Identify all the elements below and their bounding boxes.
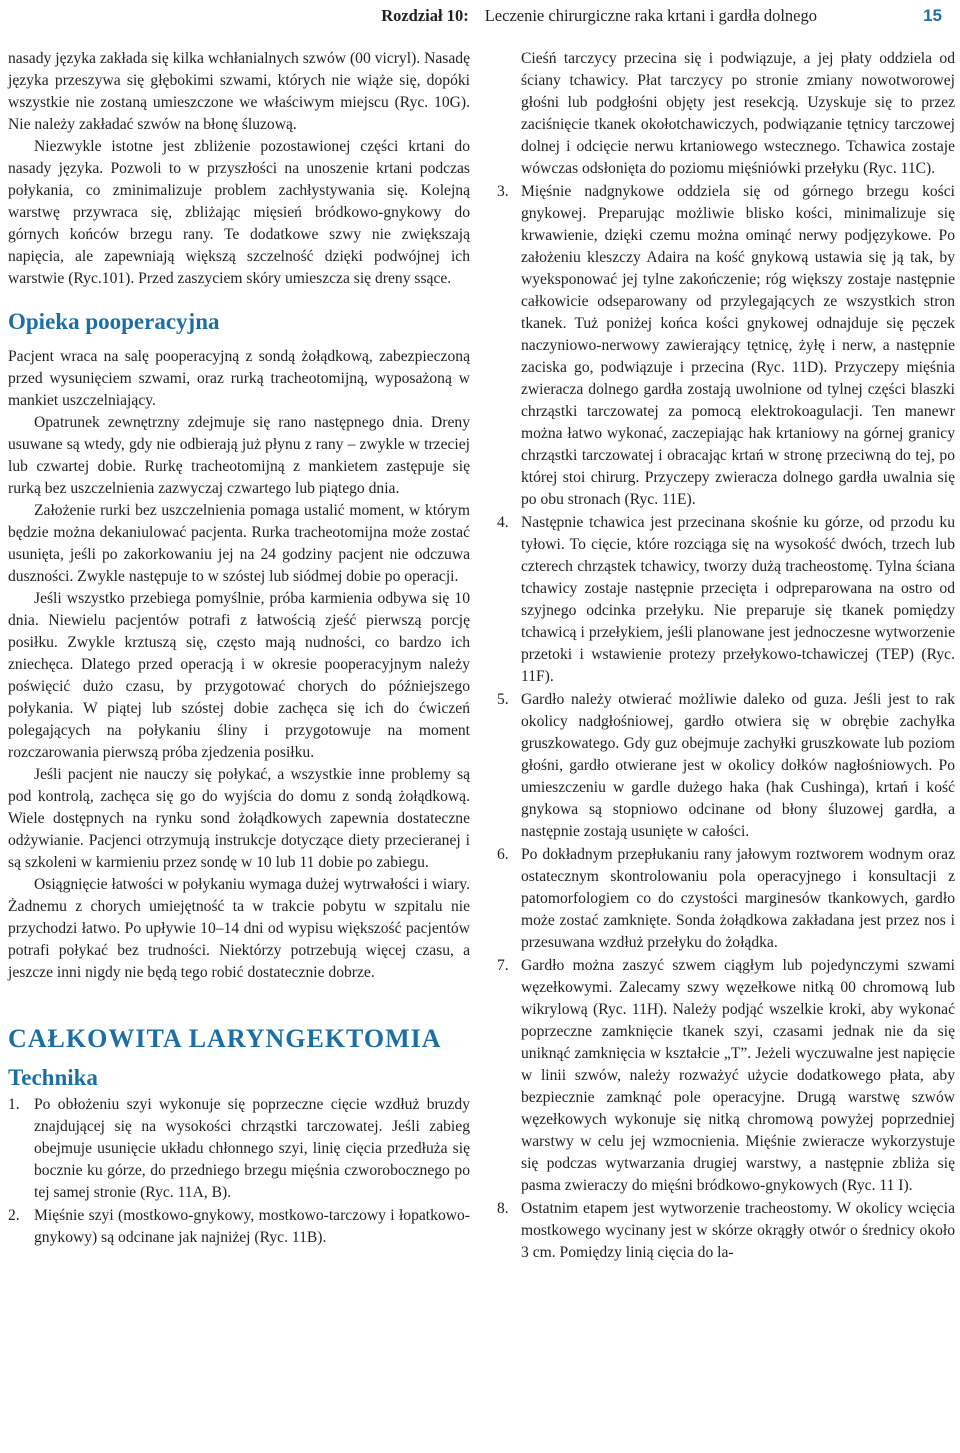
page-number: 15 bbox=[923, 6, 942, 25]
step-number: 8. bbox=[497, 1200, 509, 1217]
paragraph-postop-2: Opatrunek zewnętrzny zdejmuje się rano następnego dnia. Dreny usuwane są wtedy, gdy nie odbierają już płynu z rany – zwykle w trzeciej lub czwartej dobie. Rurkę tracheotomijną z mankietem zastępuje się rurką bez uszczelnienia zazwyczaj czwartego lub piątego dnia. bbox=[8, 414, 470, 497]
list-item bbox=[497, 844, 955, 954]
step-text: Gardło można zaszyć szwem ciągłym lub pojedynczymi szwami węzełkowymi. Zalecamy szwy węzełkowe nitką 00 chromową lub wikrylową (Ryc. 11H). Należy podjąć wszelkie kroki, aby wykonać poprzeczne zamknięcie tkanek szyi, czasami jednak nie da się uniknąć zamknięcia w kształcie „T”. Jeżeli wyczuwalne jest napięcie w linii szwów, należy rozważyć użycie dodatkowego płata, aby bezpiecznie zamknąć pole operacyjne. Drugą warstwę szwów węzełkowych wykonuje się nitką chromową powyżej poprzedniej warstwy w celu jej wzmocnienia. Mięśnie zwieracze wykorzystuje się podczas wytwarzania drugiej warstwy, a następnie zbliża się pasma zwieraczy do mięśni bródkowo-gnykowych (Ryc. 11 I). bbox=[521, 957, 955, 1194]
heading-technique: Technika bbox=[8, 1065, 98, 1090]
technique-steps-right bbox=[497, 48, 955, 1264]
step-text: Po dokładnym przepłukaniu rany jałowym roztworem wodnym oraz ostatecznym skontrolowaniu pola operacyjnego i konsultacji z patomorfologiem co do czystości marginesów tkankowych, gardło może zostać zamknięte. Sonda żołądkowa zakładana jest przez nos i przesuwana wzdłuż przełyku do żołądka. bbox=[521, 846, 955, 951]
list-item bbox=[497, 181, 955, 511]
paragraph-intro-2: Niezwykle istotne jest zbliżenie pozostawionej części krtani do nasady języka. Pozwoli to w przyszłości na unoszenie krtani podczas połykania, co zminimalizuje problem zachłystywania się. Kolejną warstwę przywraca się, zbliżając mięsień bródkowo-gnykowy do górnych końców brzegu rany. Te dodatkowe szwy nie zwiększają napięcia, ale zapewniają większą szczelność dzięki podwójnej ich warstwie (Ryc.101). Przed zaszyciem skóry umieszcza się dreny ssące. bbox=[8, 138, 470, 287]
paragraph-postop-4: Jeśli wszystko przebiega pomyślnie, próba karmienia odbywa się 10 dnia. Niewielu pacjentów potrafi z łatwością zjeść pierwszą porcję posiłku. Zwykle krztuszą się, często mają nudności, co bardzo ich zniechęca. Dlatego przed operacją i w okresie pooperacyjnym należy poświęcić dużo czasu, by przygotować chorych do późniejszego połykania. W piątej lub szóstej dobie zachęca się ich do ćwiczeń polegających na połykaniu śliny i przygotowuje na moment rozczarowania pierwszą próba zjedzenia posiłku. bbox=[8, 590, 470, 761]
heading-postoperative-care: Opieka pooperacyjna bbox=[8, 309, 220, 334]
list-item bbox=[497, 689, 955, 843]
list-item bbox=[8, 1094, 470, 1204]
chapter-heading bbox=[381, 5, 817, 27]
step-text: Ostatnim etapem jest wytworzenie tracheostomy. W okolicy wcięcia mostkowego wycinany jest w skórze okrągły otwór o średnicy około 3 cm. Pomiędzy linią cięcia do la- bbox=[521, 1200, 955, 1261]
chapter-label: Rozdział 10: bbox=[381, 6, 469, 25]
step-text: Mięśnie szyi (mostkowo-gnykowy, mostkowo-tarczowy i łopatkowo-gnykowy) są odcinane jak najniżej (Ryc. 11B). bbox=[34, 1207, 470, 1246]
running-header bbox=[0, 0, 960, 36]
step-number: 1. bbox=[8, 1096, 20, 1113]
step-number: 6. bbox=[497, 846, 509, 863]
step-number: 5. bbox=[497, 691, 509, 708]
step-text: Po obłożeniu szyi wykonuje się poprzeczne cięcie wzdłuż bruzdy znajdującej się na wysokości chrząstki tarczowatej. Jeśli zabieg obejmuje usunięcie układu chłonnego szyi, linię cięcia przedłuża się bocznie ku górze, do przedniego brzegu mięśnia czworobocznego po tej samej stronie (Ryc. 11A, B). bbox=[34, 1096, 470, 1201]
paragraph-postop-3: Założenie rurki bez uszczelnienia pomaga ustalić moment, w którym będzie można dekaniulować pacjenta. Rurka tracheotomijna może zostać usunięta, jeśli po zakorkowaniu jej na 24 godziny pacjent nie odczuwa duszności. Zwykle następuje to w szóstej lub siódmej dobie po operacji. bbox=[8, 502, 470, 585]
list-item bbox=[497, 512, 955, 688]
step-number: 4. bbox=[497, 514, 509, 531]
paragraph-postop-5: Jeśli pacjent nie nauczy się połykać, a wszystkie inne problemy są pod kontrolą, zachęca się go do wyjścia do domu z sondą żołądkową. Wiele dostępnych na rynku sond żołądkowych zapewnia dostateczne odżywianie. Pacjenci otrzymują instrukcje dotyczące diety przecieranej i są szkoleni w karmieniu przez sondę w 10 lub 11 dobie po zabiegu. bbox=[8, 766, 470, 871]
paragraph-intro-1: nasady języka zakłada się kilka wchłanialnych szwów (00 vicryl). Nasadę języka przeszywa się głębokimi szwami, których nie wiąże się, dopóki wszystkie nie zostaną umieszczone we właściwym miejscu (Ryc. 10G). Nie należy zakładać szwów na błonę śluzową. bbox=[8, 50, 470, 133]
heading-total-laryngectomy: CAŁKOWITA LARYNGEKTOMIA bbox=[8, 1024, 442, 1053]
chapter-title: Leczenie chirurgiczne raka krtani i gardła dolnego bbox=[484, 6, 817, 25]
paragraph-postop-6: Osiągnięcie łatwości w połykaniu wymaga dużej wytrwałości i wiary. Żadnemu z chorych umiejętność ta w trakcie pobytu w szpitalu nie przychodzi łatwo. Po upływie 10–14 dni od wypisu większość pacjentów potrafi połykać bez trudności. Niektórzy potrzebują więcej czasu, a jeszcze inni nigdy nie będą tego robić dostatecznie dobrze. bbox=[8, 876, 470, 981]
paragraph-postop-1: Pacjent wraca na salę pooperacyjną z sondą żołądkową, zabezpieczoną przed wysunięciem szwami, oraz rurką tracheotomijną, wyposażoną w mankiet uszczelniający. bbox=[8, 348, 470, 409]
step-text: Mięśnie nadgnykowe oddziela się od górnego brzegu kości gnykowej. Preparując możliwie blisko kości, minimalizuje się krwawienie, dzięki czemu można ominąć nerwy podjęzykowe. Po założeniu kleszczy Adaira na kość gnykową ustawia się ją tak, by wyeksponować jej tylne zakończenie; róg większy zostaje następnie całkowicie odseparowany od przylegających ze wszystkich stron tkanek. Tuż poniżej końca kości gnykowej odnajduje się pęczek naczyniowo-nerwowy zawierający tętnicę, żyłę i nerw, a następnie zaciska go, podwiązuje i przecina (Ryc. 11D). Przyczepy mięśnia zwieracza dolnego gardła zostają uwolnione od tylnej części blaszki chrząstki tarczowatej za pomocą elektrokoagulacji. Ten manewr można łatwo wykonać, zaczepiając hak krtaniowy na górnej granicy chrząstki tarczowatej i obracając krtań w stronę przeciwną do tej, po której stoi chirurg. Przyczepy zwieracza dolnego gardła uwalnia się po obu stronach (Ryc. 11E). bbox=[521, 183, 955, 508]
step-number: 2. bbox=[8, 1207, 20, 1224]
list-item-continued bbox=[497, 48, 955, 180]
step-number: 3. bbox=[497, 183, 509, 200]
list-item bbox=[8, 1205, 470, 1249]
list-item bbox=[497, 955, 955, 1197]
step-text: Gardło należy otwierać możliwie daleko od guza. Jeśli jest to rak okolicy nadgłośniowej, gardło otwiera się w obrębie zachyłka gruszkowatego. Gdy guz obejmuje zachyłki gruszkowate lub poziom głośni, gardło otwierane jest w okolicy dołków nagłośniowych. Po umieszczeniu w gardle dużego haka (hak Cushinga), krtań i kość gnykowa są stopniowo odcinane od błony śluzowej gardła, a następnie zostają usunięte w całości. bbox=[521, 691, 955, 840]
list-item bbox=[497, 1198, 955, 1264]
technique-steps-left bbox=[8, 1094, 470, 1249]
left-column bbox=[8, 48, 470, 1250]
right-column bbox=[497, 48, 955, 1265]
step-number: 7. bbox=[497, 957, 509, 974]
step-text: Cieśń tarczycy przecina się i podwiązuje, a jej płaty oddziela od ściany tchawicy. Płat tarczycy po stronie zmiany nowotworowej głośni lub podgłośni objęty jest resekcją. Uzyskuje się to przez zaciśnięcie tkanek okołotchawiczych, podwiązanie tętnicy tarczowej dolnej i odcięcie nerwu krtaniowego wstecznego. Tchawica zostaje wówczas odsłonięta do poziomu mięśniówki przełyku (Ryc. 11C). bbox=[521, 50, 955, 177]
step-text: Następnie tchawica jest przecinana skośnie ku górze, od przodu ku tyłowi. To cięcie, które rozciąga się na wysokość dwóch, trzech lub czterech chrząstek tchawicy, tworzy dużą tracheostomę. Tylna ściana tchawicy zostaje następnie przecięta i odpreparowana na ostro od szyjnego odcinka przełyku. Nie preparuje się tkanek pomiędzy tchawicą i przełykiem, jeśli planowane jest jednoczesne wytworzenie przetoki i wstawienie protezy przełykowo-tchawiczej (TEP) (Ryc. 11F). bbox=[521, 514, 955, 685]
